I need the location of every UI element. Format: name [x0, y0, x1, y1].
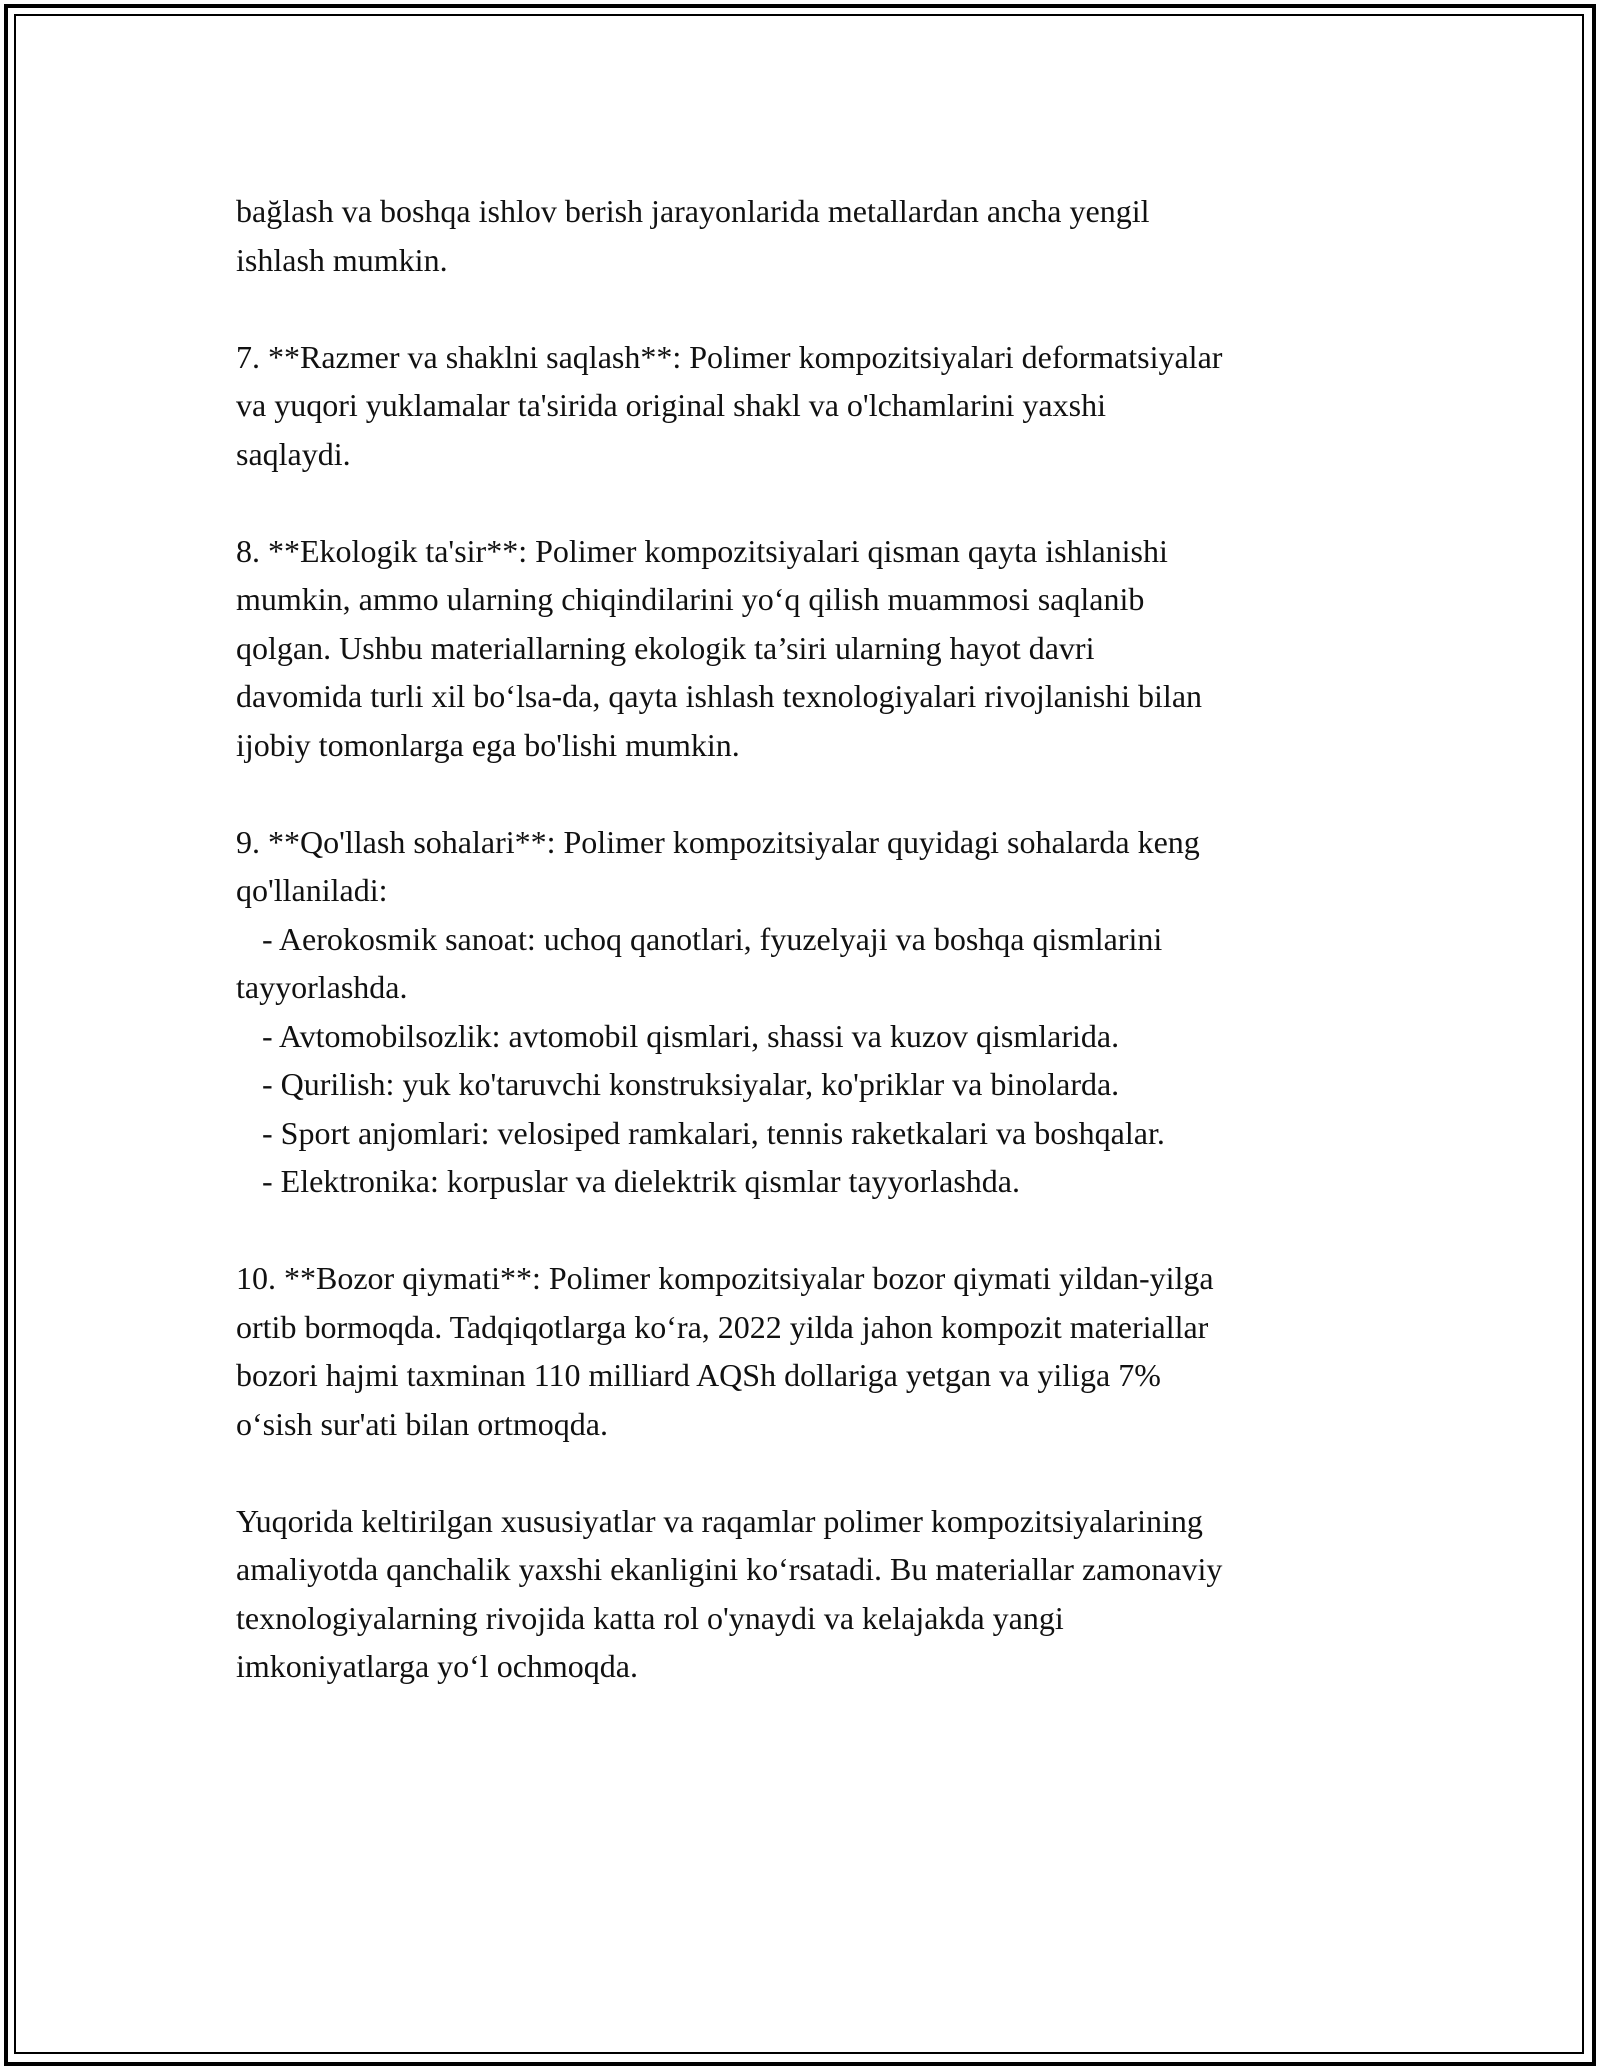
text-line: 8. **Ekologik ta'sir**: Polimer kompozitsiyalari qisman qayta ishlanishi [236, 532, 1168, 569]
text-line: ortib bormoqda. Tadqiqotlarga koʻra, 2022 yilda jahon kompozit materiallar [236, 1308, 1209, 1345]
text-line: amaliyotda qanchalik yaxshi ekanligini koʻrsatadi. Bu materiallar zamonaviy [236, 1551, 1223, 1587]
sub-list-item: - Aerokosmik sanoat: uchoq qanotlari, fyuzelyaji va boshqa qismlarini [262, 920, 1163, 957]
text-line: imkoniyatlarga yoʻl ochmoqda. [236, 1648, 638, 1684]
text-line: mumkin, ammo ularning chiqindilarini yoʻq qilish muammosi saqlanib [236, 581, 1145, 617]
item-8-paragraph [236, 527, 1386, 770]
text-line: bozori hajmi taxminan 110 milliard AQSh dollariga yetgan va yiliga 7% [236, 1357, 1161, 1393]
paragraph-gap [236, 478, 1386, 527]
text-line: qo'llaniladi: [236, 872, 388, 908]
item-10-paragraph [236, 1254, 1386, 1448]
sub-list-item-continuation: tayyorlashda. [236, 969, 408, 1005]
text-line: ishlash mumkin. [236, 241, 448, 278]
paragraph-gap [236, 284, 1386, 333]
item-9-sub-list [236, 915, 1386, 1206]
paragraph-gap [236, 1448, 1386, 1497]
sub-list-item: - Avtomobilsozlik: avtomobil qismlari, shassi va kuzov qismlarida. [262, 1017, 1120, 1054]
item-7-paragraph [236, 333, 1386, 479]
sub-list-item: - Sport anjomlari: velosiped ramkalari, tennis raketkalari va boshqalar. [262, 1114, 1165, 1151]
document-body [236, 187, 1386, 1691]
text-line: texnologiyalarning rivojida katta rol o'ynaydi va kelajakda yangi [236, 1599, 1064, 1636]
sub-list-item: - Elektronika: korpuslar va dielektrik qismlar tayyorlashda. [262, 1163, 1020, 1199]
text-line: oʻsish sur'ati bilan ortmoqda. [236, 1405, 608, 1442]
paragraph-gap [236, 769, 1386, 818]
text-line: 9. **Qo'llash sohalari**: Polimer kompozitsiyalar quyidagi sohalarda keng [236, 823, 1200, 860]
text-line: qolgan. Ushbu materiallarning ekologik ta’siri ularning hayot davri [236, 629, 1095, 666]
item-9-paragraph [236, 818, 1386, 1206]
text-line: va yuqori yuklamalar ta'sirida original shakl va o'lchamlarini yaxshi [236, 387, 1106, 423]
text-line: bağlash va boshqa ishlov berish jarayonlarida metallardan ancha yengil [236, 193, 1150, 229]
text-line: ijobiy tomonlarga ega bo'lishi mumkin. [236, 726, 740, 763]
sub-list-item: - Qurilish: yuk ko'taruvchi konstruksiyalar, ko'priklar va binolarda. [262, 1066, 1120, 1102]
text-line: saqlaydi. [236, 435, 351, 472]
conclusion-paragraph [236, 1497, 1386, 1691]
intro-paragraph [236, 187, 1386, 284]
text-line: 10. **Bozor qiymati**: Polimer kompozitsiyalar bozor qiymati yildan-yilga [236, 1260, 1214, 1296]
text-line: 7. **Razmer va shaklni saqlash**: Polimer kompozitsiyalari deformatsiyalar [236, 338, 1223, 375]
text-line: Yuqorida keltirilgan xususiyatlar va raqamlar polimer kompozitsiyalarining [236, 1502, 1203, 1539]
text-line: davomida turli xil boʻlsa-da, qayta ishlash texnologiyalari rivojlanishi bilan [236, 678, 1203, 714]
paragraph-gap [236, 1206, 1386, 1255]
